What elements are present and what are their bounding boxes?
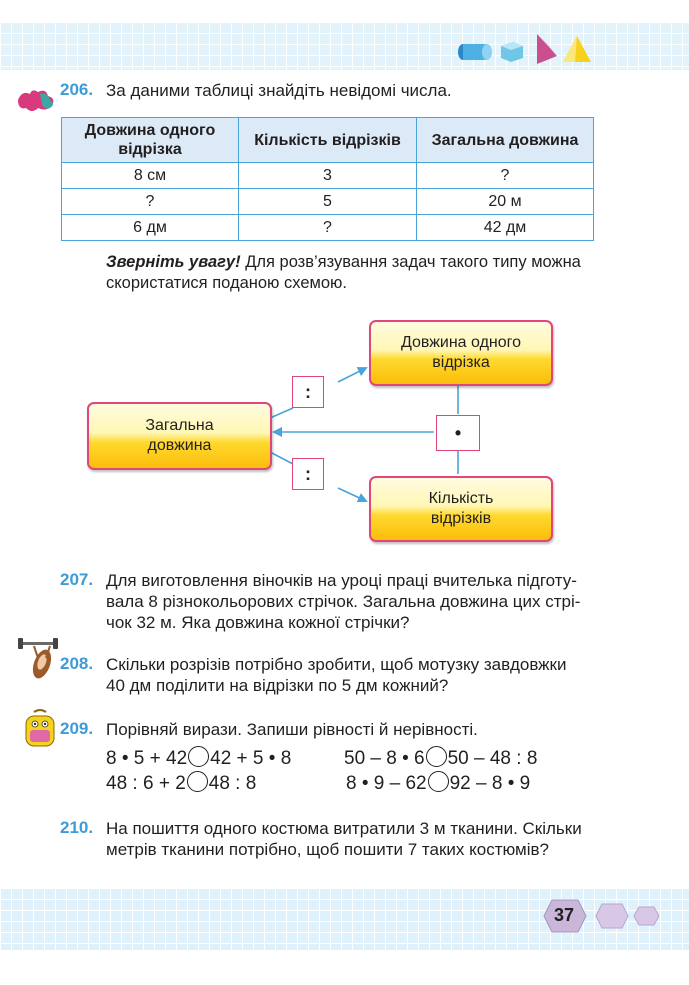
expression-left: 48 : 6 + 2 — [106, 773, 186, 794]
exercise-208-line: 40 дм поділити на відрізки по 5 дм кожний? — [106, 676, 449, 695]
table-header: Довжина одного відрізка — [62, 118, 239, 163]
exercise-206-number: 206. — [60, 80, 94, 99]
exercise-210-line: На пошиття одного костюма витратили 3 м тканини. Скільки — [106, 819, 582, 838]
scheme-count-box — [369, 476, 553, 542]
table-cell: 8 см — [62, 163, 239, 189]
puzzle-icon — [16, 86, 58, 114]
weightlifter-icon — [18, 638, 58, 682]
scheme-count-line1: Кількість — [428, 490, 494, 507]
exercise-206-text: За даними таблиці знайдіть невідомі числа. — [106, 81, 452, 100]
expression-1 — [106, 746, 291, 770]
exercise-209-text: Порівняй вирази. Запиши рівності й нерівності. — [106, 720, 478, 739]
exercise-207-line: вала 8 різнокольорових стрічок. Загальна довжина цих стрі- — [106, 592, 581, 611]
expression-right: 50 – 48 : 8 — [447, 748, 538, 769]
expression-left: 8 • 9 – 62 — [346, 773, 427, 794]
geometric-shapes-icon — [453, 28, 593, 68]
note-emphasis: Зверніть увагу! — [106, 253, 241, 271]
expression-left: 8 • 5 + 42 — [106, 748, 188, 769]
table-header: Загальна довжина — [417, 118, 594, 163]
table-row — [62, 215, 594, 241]
data-table — [61, 117, 594, 241]
expression-3 — [106, 771, 256, 795]
table-cell: 3 — [239, 163, 417, 189]
exercise-207-line: чок 32 м. Яка довжина кожної стрічки? — [106, 613, 410, 632]
table-cell: 6 дм — [62, 215, 239, 241]
compare-circle[interactable] — [426, 746, 447, 767]
table-cell: ? — [239, 215, 417, 241]
exercise-210-number: 210. — [60, 818, 94, 837]
table-header-row — [62, 118, 594, 163]
note-text: Для розв’язування задач такого типу можна скористатися поданою схемою. — [106, 253, 581, 292]
page-number: 37 — [553, 905, 575, 925]
compare-circle[interactable] — [428, 771, 449, 792]
table-cell: ? — [417, 163, 594, 189]
exercise-210-line: метрів тканини потрібно, щоб пошити 7 таких костюмів? — [106, 840, 549, 859]
scheme-total-line1: Загальна — [145, 417, 214, 434]
table-cell: ? — [62, 189, 239, 215]
scheme-total-box — [87, 402, 272, 470]
scheme-length-box — [369, 320, 553, 386]
scheme-total-line2: довжина — [147, 437, 212, 454]
table-header: Кількість відрізків — [239, 118, 417, 163]
table-row — [62, 163, 594, 189]
scheme-length-line1: Довжина одного — [400, 334, 522, 351]
table-cell: 5 — [239, 189, 417, 215]
exercise-209-number: 209. — [60, 719, 94, 738]
note-paragraph — [106, 252, 596, 294]
divide-operator-top: : — [292, 376, 324, 408]
compare-circle[interactable] — [188, 746, 209, 767]
compare-circle[interactable] — [187, 771, 208, 792]
expression-right: 42 + 5 • 8 — [210, 748, 292, 769]
scheme-count-line2: відрізків — [430, 510, 492, 527]
exercise-208-number: 208. — [60, 654, 94, 673]
scheme-length-line2: відрізка — [432, 354, 490, 371]
multiply-operator: • — [436, 415, 480, 451]
exercise-208-line: Скільки розрізів потрібно зробити, щоб мотузку завдовжки — [106, 655, 567, 674]
expression-left: 50 – 8 • 6 — [344, 748, 425, 769]
table-cell: 42 дм — [417, 215, 594, 241]
backpack-icon — [20, 708, 60, 748]
expression-right: 92 – 8 • 9 — [449, 773, 531, 794]
exercise-207-line: Для виготовлення віночків на уроці праці вчителька підготу- — [106, 571, 577, 590]
expression-4 — [346, 771, 530, 795]
expression-right: 48 : 8 — [208, 773, 257, 794]
exercise-207-number: 207. — [60, 570, 94, 589]
table-row — [62, 189, 594, 215]
expression-2 — [344, 746, 537, 770]
divide-operator-bottom: : — [292, 458, 324, 490]
table-cell: 20 м — [417, 189, 594, 215]
